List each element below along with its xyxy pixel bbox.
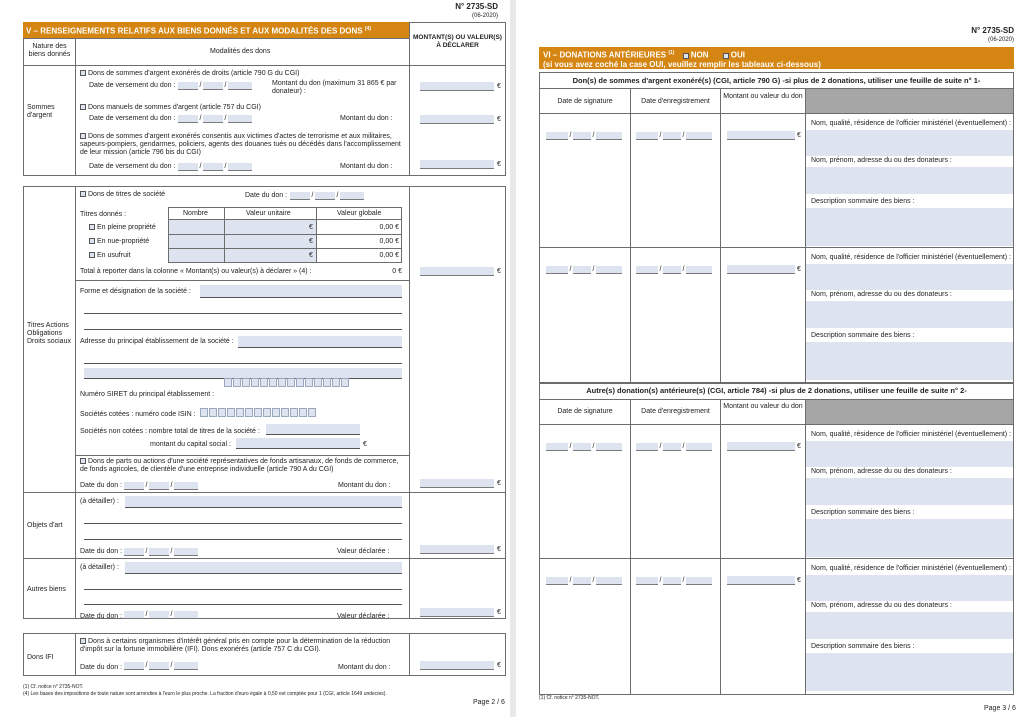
montant-don-field-3[interactable]: [727, 442, 795, 451]
label-titres: Titres Actions Obligations Droits sociaux: [27, 322, 71, 345]
nombre-nue[interactable]: [169, 235, 224, 248]
form-date: (06-2020): [471, 13, 498, 19]
amount-field-objets[interactable]: [420, 545, 494, 554]
item-parts-790a: Dons de parts ou actions d'une société représentatives de fonds artisanaux, de fonds de commerce, de fonds agricoles, de clientèle d'une entreprise individuelle (article 790 A du CGI): [80, 458, 399, 473]
page-number: Page 2 / 6: [473, 699, 505, 706]
th-nombre: Nombre: [183, 210, 208, 217]
label-montant-790g: Montant du don (maximum 31 865 € par donateur) :: [272, 80, 397, 95]
label-sommes: Sommes d'argent: [27, 104, 55, 119]
label-donateur-3: Nom, prénom, adresse du ou des donateurs :: [811, 468, 952, 475]
row-nue-propriete: En nue-propriété: [89, 238, 149, 246]
section-vi-title: VI – DONATIONS ANTÉRIEURES $^{(1)}$ NON OUI (si vous avez coché la case OUI, veuillez remplir les tableaux ci-dessous): [539, 47, 1014, 69]
label-objets-art: Objets d'art: [27, 522, 63, 529]
label-autres-biens: Autres biens: [27, 586, 66, 593]
checkbox-ifi[interactable]: [80, 638, 86, 644]
date-signature-field-4[interactable]: / /: [546, 577, 622, 585]
page-3: N° 2735-SD (06-2020) VI – DONATIONS ANTÉRIEURES $^{(1)}$ NON OUI (si vous avez coché la case OUI, veuillez remplir les tableaux ci-dessous) Don(s) de sommes d'argent exonéré(s) (CGI, article 790 G) -si plus de 2 donations, utiliser une feuille de suite n° 1- Date de signature Date d'enregistrement Montant ou valeur du don Autre(s) donation(s) antérieure(s) (CGI, article 784) -si plus de 2 donations, utiliser une feuille de suite n° 2- Date de signature Date d'enregistrement Montant ou valeur du don / / / / € Nom, qualité, résidence de l'officier ministériel (éventuellement) : Nom, prénom, adresse du ou des donateurs : Description sommaire des biens : / / / / € Nom, qualité, résidence de l'officier ministériel (éventuellement) : Nom, prénom, adresse du ou des donateurs : Description sommaire des biens : / / / / € Nom, qualité, résidence de l'officier ministériel (éventuellement) : Nom, prénom, adresse du ou des donateurs : Description sommaire des biens : / / / / € Nom, qualité, résidence de l'officier ministériel (éventuellement) : Nom, prénom, adresse du ou des donateurs : Description sommaire des biens : (1) Cf. notice n° 2735-NOT. Page 3 / 6: [516, 0, 1024, 717]
forme-societe-field[interactable]: [200, 285, 402, 297]
label-officier-3: Nom, qualité, résidence de l'officier ministériel (éventuellement) :: [811, 431, 1012, 438]
montant-don-field-2[interactable]: [727, 265, 795, 274]
th-valeur-globale: Valeur globale: [337, 210, 382, 217]
description-field-3[interactable]: [806, 519, 1013, 557]
amount-field-titres[interactable]: [420, 267, 494, 276]
amount-field-parts[interactable]: [420, 479, 494, 488]
label-dons-ifi: Dons IFI: [27, 654, 54, 661]
date-enregistrement-field-2[interactable]: / /: [636, 266, 712, 274]
th-enregistrement-2: Date d'enregistrement: [641, 408, 710, 415]
label-officier-4: Nom, qualité, résidence de l'officier ministériel (éventuellement) :: [811, 565, 1012, 572]
date-signature-field-3[interactable]: / /: [546, 443, 622, 451]
label-date-757: Date de versement du don :: [89, 115, 176, 122]
checkbox-796bis[interactable]: [80, 133, 86, 139]
label-forme-societe: Forme et désignation de la société :: [80, 288, 191, 295]
date-field-parts[interactable]: / /: [124, 482, 198, 490]
isin-field[interactable]: [200, 408, 317, 417]
label-total-titres: Total à reporter dans la colonne « Montant(s) ou valeur(s) à déclarer » (4) :: [80, 268, 312, 275]
label-date-objets: Date du don :: [80, 548, 123, 555]
th-signature-2: Date de signature: [557, 408, 613, 415]
date-field-790g[interactable]: / /: [178, 82, 252, 90]
row-usufruit: En usufruit: [89, 252, 130, 260]
th-enregistrement-1: Date d'enregistrement: [641, 98, 710, 105]
date-signature-field-2[interactable]: / /: [546, 266, 622, 274]
adresse-societe-line3[interactable]: [84, 368, 402, 378]
label-valeur-objets: Valeur déclarée :: [337, 548, 390, 555]
label-objets-detailler: (à détailler) :: [80, 498, 119, 505]
checkbox-nue[interactable]: [89, 238, 95, 244]
donateur-field-2[interactable]: [806, 301, 1013, 328]
label-date-796bis: Date de versement du don :: [89, 163, 176, 170]
page-2: N° 2735-SD (06-2020) V – RENSEIGNEMENTS RELATIFS AUX BIENS DONNÉS ET AUX MODALITÉS DES DONS $^{(4)}$ MONTANT(S) OU VALEUR(S) À DÉCLARER Nature des biens donnés Modalités des dons Sommes d'argent Dons de sommes d'argent exonérés de droits (article 790 G du CGI) Date de versement du don : / / Montant du don (maximum 31 865 € par donateur) : € Dons manuels de sommes d'argent (article 757 du CGI) Date de versement du don : / / Montant du don : € Dons de sommes d'argent exonérés consentis aux victimes d'actes de terrorisme et aux militaires, sapeurs-pompiers, gendarmes, policiers, agents des douanes tués ou décédés dans l'accomplissement de leur mission (article 796 bis du CGI) Date de versement du don : / / Montant du don : € Titres Actions Obligations Droits sociaux Dons de titres de société Date du don : / / Titres donnés : Nombre Valeur unitaire Valeur globale En pleine propriété € 0,00 € En nue-propriété € 0,00 € En usufruit € 0,00 € Total à reporter dans la colonne « Montant(s) ou valeur(s) à déclarer » (4) : 0 € € Forme et désignation de la société : Adresse du principal établissement de la société : Numéro SIRET du principal établissement : Sociétés cotées : numéro code ISIN : Sociétés non cotées : nombre total de titres de la société : montant du capital social : € Dons de parts ou actions d'une société représentatives de fonds artisanaux, de fonds de commerce, de fonds agricoles, de clientèle d'une entreprise individuelle (article 790 A du CGI) Date du don : / / Montant du don : € Objets d'art (à détailler) : Date du don : / / Valeur déclarée : € Autres biens (à détailler) : Date du don : / / Valeur déclarée : € Dons IFI Dons à certains organismes d'intérêt général pris en compte pour la détermination de la réduction d'impôt sur la fortune immobilière (IFI). Dons exonérés (article 757 C du CGI). Date du don : / / Montant du don : € (1) Cf. notice n° 2735-NOT. (4) Les bases des impositions de toute nature sont arrondies à l'euro le plus proche. La fraction d'euro égale à 0,50 est comptée pour 1 (CGI, article 1649 undecies). Page 2 / 6: [0, 0, 510, 717]
donateur-field-4[interactable]: [806, 612, 1013, 639]
label-siret: Numéro SIRET du principal établissement :: [80, 391, 215, 398]
adresse-societe-field[interactable]: [238, 336, 402, 347]
label-donateur-4: Nom, prénom, adresse du ou des donateurs :: [811, 602, 952, 609]
date-field-objets[interactable]: / /: [124, 548, 198, 556]
item-790g: Dons de sommes d'argent exonérés de droits (article 790 G du CGI): [80, 70, 299, 78]
montant-don-field-4[interactable]: [727, 576, 795, 585]
checkbox-oui[interactable]: [723, 53, 729, 59]
amount-field-ifi[interactable]: [420, 661, 494, 670]
valeur-unitaire-pleine[interactable]: [225, 220, 316, 234]
checkbox-757[interactable]: [80, 104, 86, 110]
total-titres-value: 0 €: [392, 268, 402, 275]
date-enregistrement-field-4[interactable]: / /: [636, 577, 712, 585]
nombre-titres-field[interactable]: [266, 424, 360, 435]
checkbox-790g[interactable]: [80, 70, 86, 76]
th-valeur-unitaire: Valeur unitaire: [246, 210, 291, 217]
description-field-4[interactable]: [806, 653, 1013, 691]
valeur-globale-usufruit: 0,00 €: [379, 252, 399, 259]
label-montant-796bis: Montant du don :: [340, 163, 393, 170]
item-dons-titres: Dons de titres de société: [80, 191, 165, 199]
description-field-1[interactable]: [806, 208, 1013, 246]
donateur-field-1[interactable]: [806, 167, 1013, 194]
date-field-ifi[interactable]: / /: [124, 662, 198, 670]
label-officier-1: Nom, qualité, résidence de l'officier ministériel (éventuellement) :: [811, 120, 1012, 127]
donateur-field-3[interactable]: [806, 478, 1013, 505]
item-ifi: Dons à certains organismes d'intérêt général pris en compte pour la détermination de la réduction d'impôt sur la fortune immobilière (IFI). Dons exonérés (article 757 C du CGI).: [80, 638, 391, 653]
label-description-3: Description sommaire des biens :: [811, 509, 915, 516]
label-date-parts: Date du don :: [80, 482, 123, 489]
footnote-4: (4) Les bases des impositions de toute nature sont arrondies à l'euro le plus proche. La fraction d'euro égale à 0,50 est comptée pour 1 (CGI, article 1649 undecies).: [23, 691, 387, 697]
checkbox-parts[interactable]: [80, 458, 86, 464]
amount-field-757[interactable]: [420, 115, 494, 124]
th-montant-1: Montant ou valeur du don: [723, 93, 803, 100]
autres-detail-field[interactable]: [125, 562, 402, 573]
row-pleine-propriete: En pleine propriété: [89, 224, 156, 232]
checkbox-non[interactable]: [683, 53, 689, 59]
label-donateur-1: Nom, prénom, adresse du ou des donateurs :: [811, 157, 952, 164]
officier-field-2[interactable]: [806, 264, 1013, 290]
col-montant-header: MONTANT(S) OU VALEUR(S) À DÉCLARER: [413, 34, 502, 49]
label-capital: montant du capital social :: [150, 441, 231, 448]
label-autres-detailler: (à détailler) :: [80, 564, 119, 571]
checkbox-usufruit[interactable]: [89, 252, 95, 258]
date-enregistrement-field-3[interactable]: / /: [636, 443, 712, 451]
col-nature-header: Nature des biens donnés: [28, 43, 71, 58]
col-modalites-header: Modalités des dons: [210, 48, 271, 55]
label-titres-donnes: Titres donnés :: [80, 211, 127, 218]
date-field-autres[interactable]: / /: [124, 611, 198, 619]
label-description-4: Description sommaire des biens :: [811, 643, 915, 650]
table2-title: Autre(s) donation(s) antérieure(s) (CGI, article 784) -si plus de 2 donations, utiliser une feuille de suite n° 2-: [586, 386, 967, 395]
objets-detail-field[interactable]: [125, 496, 402, 507]
valeur-unitaire-usufruit[interactable]: [225, 249, 316, 262]
item-796bis: Dons de sommes d'argent exonérés consentis aux victimes d'actes de terrorisme et aux militaires, sapeurs-pompiers, gendarmes, policiers, agents des douanes tués ou décédés dans l'accomplissement de leur mission (article 796 bis du CGI): [80, 133, 401, 156]
checkbox-dons-titres[interactable]: [80, 191, 86, 197]
item-757: Dons manuels de sommes d'argent (article 757 du CGI): [80, 104, 261, 112]
officier-field-4[interactable]: [806, 575, 1013, 601]
label-officier-2: Nom, qualité, résidence de l'officier ministériel (éventuellement) :: [811, 254, 1012, 261]
label-valeur-autres: Valeur déclarée :: [337, 613, 390, 620]
th-signature-1: Date de signature: [557, 98, 613, 105]
date-field-796bis[interactable]: / /: [178, 163, 252, 171]
page-number: Page 3 / 6: [984, 705, 1016, 712]
label-date-790g: Date de versement du don :: [89, 82, 176, 89]
nombre-usufruit[interactable]: [169, 249, 224, 262]
date-field-titres[interactable]: / /: [290, 192, 364, 200]
label-non-cotees: Sociétés non cotées : nombre total de titres de la société :: [80, 428, 260, 435]
valeur-unitaire-nue[interactable]: [225, 235, 316, 248]
form-number: N° 2735-SD: [971, 26, 1014, 35]
footnote-1: (1) Cf. notice n° 2735-NOT.: [23, 684, 84, 690]
nombre-pleine[interactable]: [169, 220, 224, 234]
form-date: (06-2020): [987, 37, 1014, 43]
date-field-757[interactable]: / /: [178, 115, 252, 123]
officier-field-3[interactable]: [806, 441, 1013, 467]
label-date-ifi: Date du don :: [80, 664, 123, 671]
valeur-globale-pleine: 0,00 €: [379, 224, 399, 231]
date-enregistrement-field-1[interactable]: / /: [636, 132, 712, 140]
label-date-autres: Date du don :: [80, 613, 123, 620]
section-v-title: V – RENSEIGNEMENTS RELATIFS AUX BIENS DONNÉS ET AUX MODALITÉS DES DONS $^{(4)}$: [23, 22, 409, 38]
label-donateur-2: Nom, prénom, adresse du ou des donateurs :: [811, 291, 952, 298]
amount-field-790g[interactable]: [420, 82, 494, 91]
form-number: N° 2735-SD: [455, 2, 498, 11]
table1-title: Don(s) de sommes d'argent exonéré(s) (CGI, article 790 G) -si plus de 2 donations, utiliser une feuille de suite n° 1-: [572, 76, 981, 85]
description-field-2[interactable]: [806, 342, 1013, 380]
label-description-2: Description sommaire des biens :: [811, 332, 915, 339]
label-description-1: Description sommaire des biens :: [811, 198, 915, 205]
amount-field-autres[interactable]: [420, 608, 494, 617]
footnote-1: (1) Cf. notice n° 2735-NOT.: [539, 695, 600, 701]
label-montant-parts: Montant du don :: [338, 482, 391, 489]
label-isin: Sociétés cotées : numéro code ISIN :: [80, 411, 196, 418]
siret-field[interactable]: [224, 378, 350, 387]
capital-field[interactable]: [236, 438, 360, 449]
th-montant-2: Montant ou valeur du don: [723, 403, 803, 410]
date-signature-field-1[interactable]: / /: [546, 132, 622, 140]
label-date-titres: Date du don :: [245, 192, 288, 199]
checkbox-pleine[interactable]: [89, 224, 95, 230]
label-adresse-societe: Adresse du principal établissement de la société :: [80, 338, 234, 345]
label-montant-ifi: Montant du don :: [338, 664, 391, 671]
officier-field-1[interactable]: [806, 130, 1013, 156]
amount-field-796bis[interactable]: [420, 160, 494, 169]
label-montant-757: Montant du don :: [340, 115, 393, 122]
valeur-globale-nue: 0,00 €: [379, 238, 399, 245]
montant-don-field-1[interactable]: [727, 131, 795, 140]
